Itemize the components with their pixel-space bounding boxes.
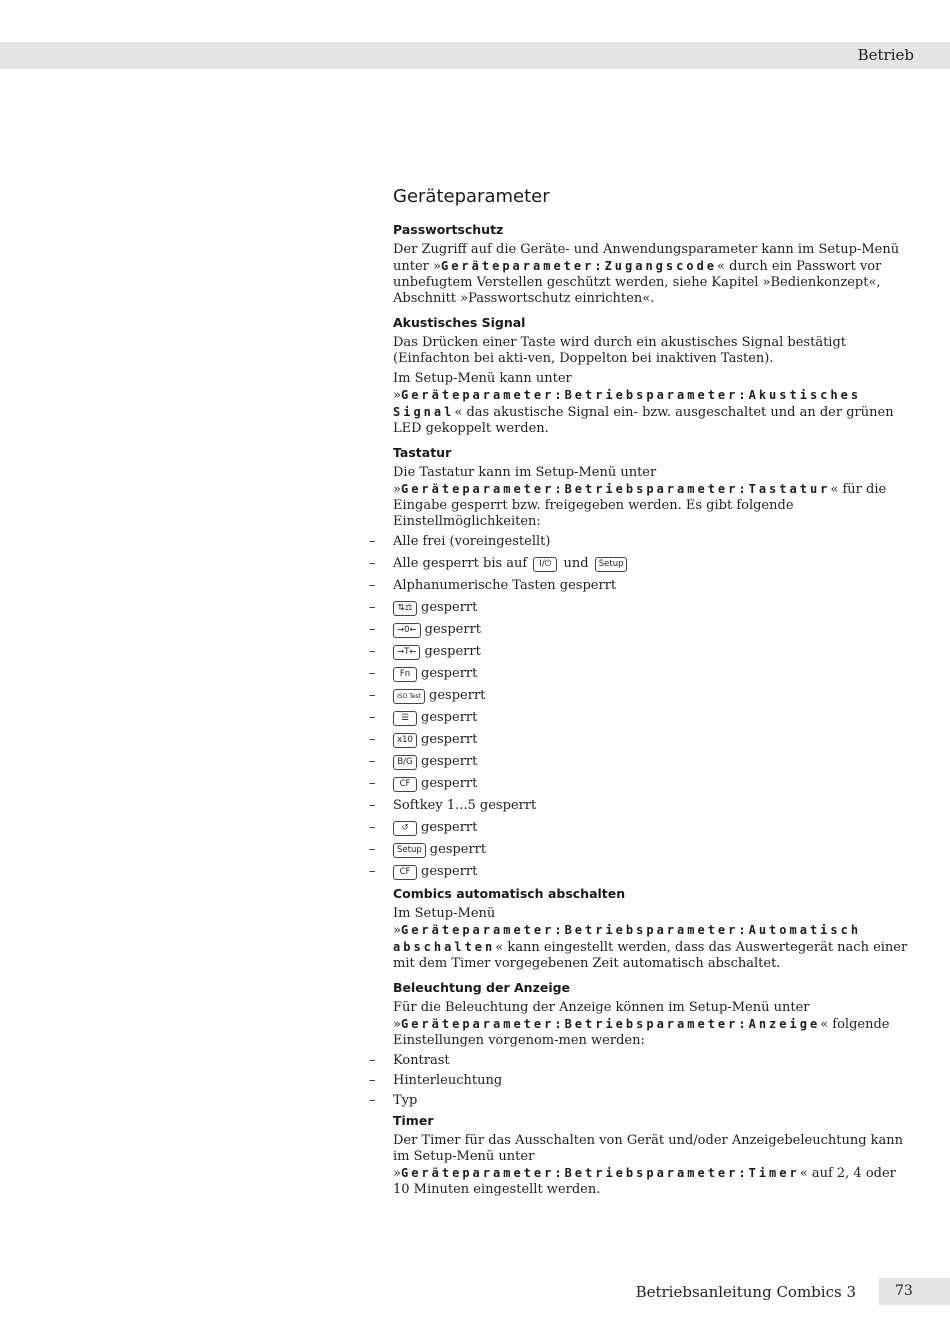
list-item — [393, 666, 913, 682]
text: Softkey 1...5 gesperrt — [393, 798, 537, 813]
text: Für die Beleuchtung der Anzeige können im Setup-Menü unter » — [393, 1000, 810, 1032]
text: gesperrt — [421, 732, 478, 747]
text: « für die Eingabe gesperrt bzw. freigegeben werden. Es gibt folgende Einstellmöglichkeiten: — [393, 482, 887, 529]
text: gesperrt — [421, 820, 478, 835]
gross-net-key-icon: B/G — [393, 755, 417, 770]
list-item: – Hinterleuchtung — [393, 1073, 913, 1089]
menu-path: Geräteparameter:Betriebsparameter:Automatisch abschalten — [393, 923, 862, 954]
list-item — [393, 622, 913, 638]
text: Der Zugriff auf die Geräte- und Anwendungsparameter kann im Setup-Menü unter » — [393, 242, 900, 274]
display-options-list — [393, 1053, 913, 1109]
paragraph-tastatur — [393, 465, 913, 530]
menu-path: Geräteparameter:Betriebsparameter:Anzeige — [400, 1017, 821, 1031]
tare-key-icon: →T← — [393, 645, 420, 660]
footer-doc-title: Betriebsanleitung Combics 3 — [635, 1283, 856, 1301]
section-heading-auto-off: Combics automatisch abschalten — [393, 886, 626, 901]
main-content — [393, 186, 913, 1206]
page-number: 73 — [895, 1283, 913, 1299]
list-item — [393, 864, 913, 880]
text: gesperrt — [421, 600, 478, 615]
menu-path: Geräteparameter:Betriebsparameter:Timer — [400, 1166, 800, 1180]
text: gesperrt — [424, 644, 481, 659]
section-heading-akustik: Akustisches Signal — [393, 315, 526, 330]
text: Die Tastatur kann im Setup-Menü unter » — [393, 465, 657, 497]
text: « das akustische Signal ein- bzw. ausgeschaltet und an der grünen LED gekoppelt werden. — [393, 405, 894, 436]
menu-path: Geräteparameter:Zugangscode — [440, 259, 718, 273]
page-title: Geräteparameter — [393, 186, 550, 207]
paragraph-akustik-2 — [393, 371, 913, 437]
keyboard-options-list — [393, 534, 913, 880]
power-key-icon: I/⏻ — [533, 557, 557, 572]
paragraph-timer — [393, 1133, 913, 1198]
x10-key-icon: x10 — [393, 733, 417, 748]
section-timer — [393, 1113, 913, 1198]
iso-test-key-icon: ISO Test — [393, 689, 425, 704]
function-key-icon: Fn — [393, 667, 417, 682]
section-tastatur — [393, 445, 913, 880]
text: Alphanumerische Tasten gesperrt — [393, 578, 617, 593]
list-item — [393, 754, 913, 770]
paragraph-passwortschutz — [393, 242, 913, 307]
list-item — [393, 776, 913, 792]
print-key-icon: ☰ — [393, 711, 417, 726]
text: Im Setup-Menü kann unter » — [393, 371, 572, 403]
list-item — [393, 798, 913, 814]
text: gesperrt — [421, 776, 478, 791]
text: « durch ein Passwort vor unbefugtem Verstellen geschützt werden, siehe Kapitel »Bedienkonzept«, Abschnitt »Passwortschutz einrichten«. — [393, 259, 882, 306]
paragraph-beleuchtung — [393, 1000, 913, 1049]
paragraph-akustik-1: Das Drücken einer Taste wird durch ein akustisches Signal bestätigt (Einfachton bei akti-ven, Doppelton bei inaktiven Tasten). — [393, 335, 847, 366]
clear-function-key-icon: CF — [393, 777, 417, 792]
list-item — [393, 534, 913, 550]
text: gesperrt — [421, 864, 478, 879]
section-passwortschutz — [393, 222, 913, 307]
section-heading-tastatur: Tastatur — [393, 445, 452, 460]
menu-path: Geräteparameter:Betriebsparameter:Akustisches Signal — [393, 388, 862, 419]
text: « auf 2, 4 oder 10 Minuten eingestellt werden. — [393, 1166, 896, 1197]
text: gesperrt — [421, 666, 478, 681]
rotate-key-icon: ↺ — [393, 821, 417, 836]
header-title: Betrieb — [857, 46, 914, 64]
text: Der Timer für das Ausschalten von Gerät und/oder Anzeigebeleuchtung kann im Setup-Menü unter » — [393, 1133, 904, 1181]
text: gesperrt — [429, 842, 487, 857]
list-item: – Typ — [393, 1093, 913, 1109]
setup-key-icon: Setup — [595, 557, 628, 572]
text: « folgende Einstellungen vorgenom-men werden: — [393, 1017, 890, 1048]
clear-function-key-icon: CF — [393, 865, 417, 880]
list-item — [393, 578, 913, 594]
section-akustik — [393, 315, 913, 437]
setup-key-icon: Setup — [393, 843, 426, 858]
text: « kann eingestellt werden, dass das Auswertegerät nach einer mit dem Timer vorgegebenen Zeit automatisch abschaltet. — [393, 940, 908, 971]
section-auto-off — [393, 886, 913, 972]
list-item — [393, 688, 913, 704]
text: Alle gesperrt bis auf — [393, 556, 528, 571]
zero-key-icon: →0← — [393, 623, 421, 638]
section-heading-passwortschutz: Passwortschutz — [393, 222, 504, 237]
page-number-box — [879, 1278, 950, 1305]
section-beleuchtung — [393, 980, 913, 1109]
text: gesperrt — [421, 710, 478, 725]
list-item — [393, 600, 913, 616]
text: gesperrt — [429, 688, 486, 703]
paragraph-auto-off — [393, 906, 913, 972]
text: gesperrt — [424, 622, 482, 637]
text: Alle frei (voreingestellt) — [393, 534, 551, 549]
list-item — [393, 842, 913, 858]
text: und — [563, 556, 589, 571]
list-item — [393, 710, 913, 726]
list-item — [393, 820, 913, 836]
text: gesperrt — [421, 754, 478, 769]
section-heading-timer: Timer — [393, 1113, 434, 1128]
list-item — [393, 644, 913, 660]
menu-path: Geräteparameter:Betriebsparameter:Tastatur — [400, 482, 831, 496]
section-heading-beleuchtung: Beleuchtung der Anzeige — [393, 980, 571, 995]
header-bar — [0, 42, 950, 69]
scale-switch-key-icon: ⇅⚖ — [393, 601, 417, 616]
list-item: – Kontrast — [393, 1053, 913, 1069]
list-item — [393, 732, 913, 748]
list-item — [393, 556, 913, 572]
text: Im Setup-Menü » — [393, 906, 496, 938]
